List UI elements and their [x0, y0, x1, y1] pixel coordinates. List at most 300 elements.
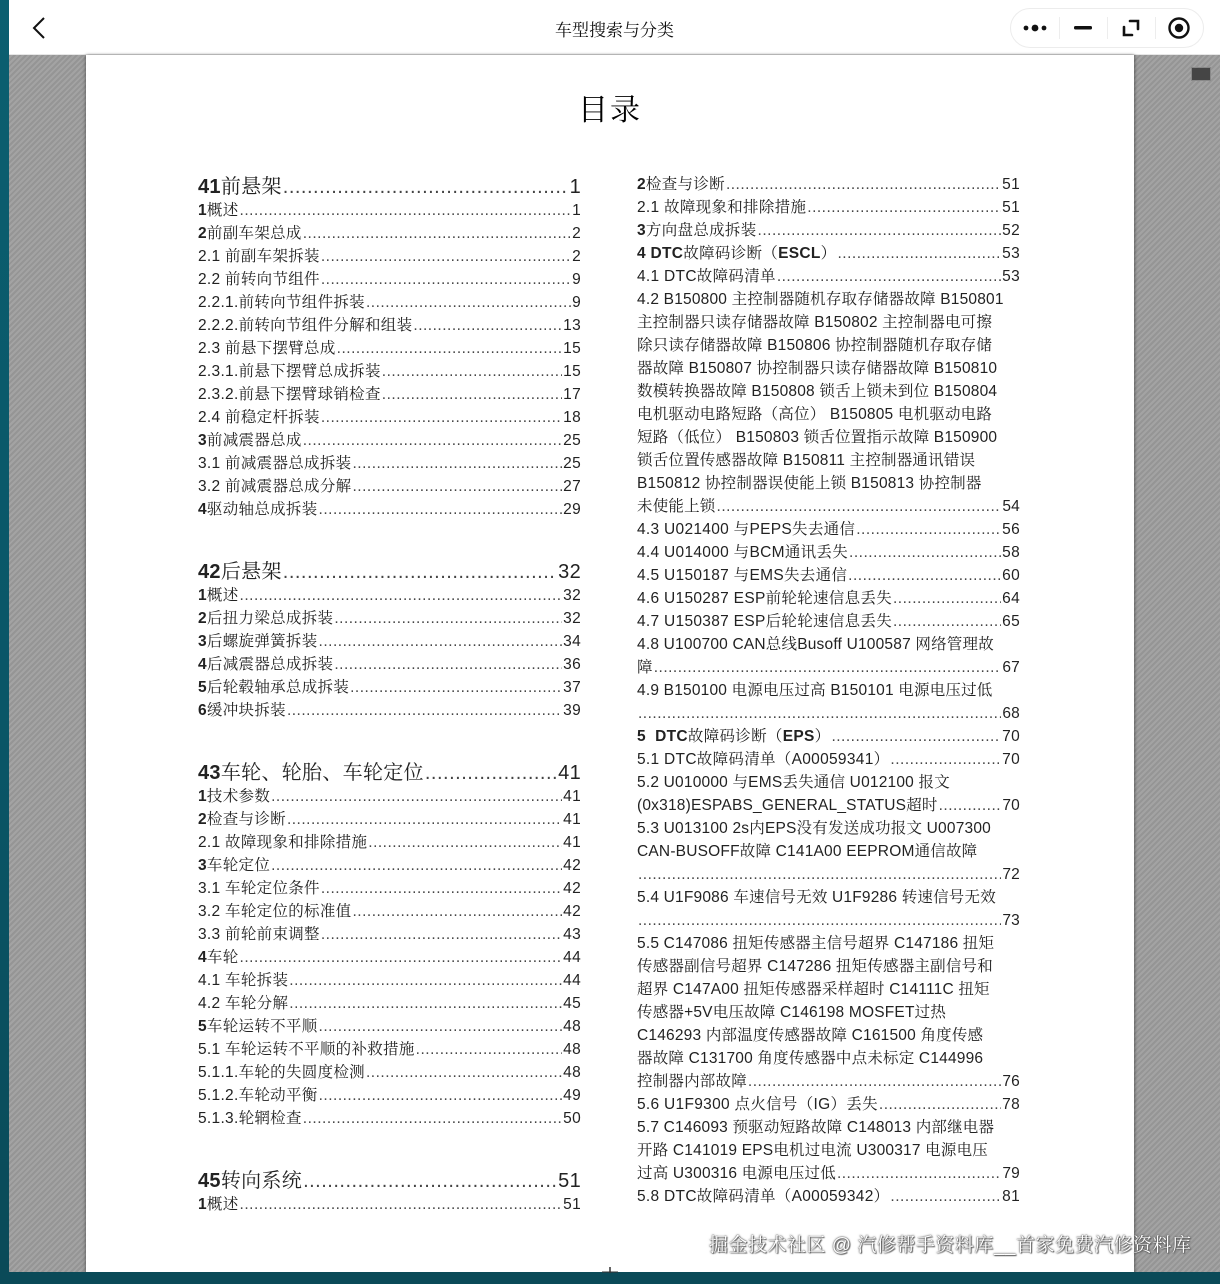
- close-button[interactable]: [1155, 9, 1203, 47]
- dot-leader: [638, 702, 1001, 725]
- toc-entry[interactable]: [637, 219, 1020, 242]
- dot-leader: [321, 406, 562, 429]
- toc-page-number: 37: [563, 679, 581, 696]
- toc-entry-number: 1: [198, 1196, 207, 1213]
- toc-entry[interactable]: [198, 900, 581, 923]
- toc-page-number: 53: [1002, 245, 1020, 262]
- toc-page-number: 51: [563, 1196, 581, 1213]
- toc-entry-text-line: B150812 协控制器误使能上锁 B150813 协控制器: [637, 475, 982, 492]
- toc-entry-text: 2.3.1.前悬下摆臂总成拆装: [198, 363, 381, 380]
- toc-entry-tail: [637, 495, 1020, 518]
- toc-entry[interactable]: [198, 360, 581, 383]
- toc-entry[interactable]: [637, 242, 1020, 265]
- toc-entry[interactable]: [198, 630, 581, 653]
- toc-page-number: 41: [558, 762, 581, 784]
- toc-page-number: 73: [1002, 912, 1020, 929]
- toc-page-number: 48: [563, 1041, 581, 1058]
- toc-entry[interactable]: [198, 1107, 581, 1130]
- toc-chapter[interactable]: [198, 759, 581, 787]
- dot-leader: [240, 1193, 563, 1216]
- toc-entry[interactable]: [637, 610, 1020, 633]
- toc-entry-text: 前副车架总成: [206, 225, 302, 242]
- toc-entry-text-line: 主控制器只读存储器故障 B150802 主控制器电可擦: [637, 314, 993, 331]
- dot-leader: [319, 498, 563, 521]
- toc-page-number: 50: [563, 1110, 581, 1127]
- toc-entry-number: 43: [198, 762, 221, 784]
- toc-entry-text: 2.2.2.前转向节组件分解和组装: [198, 317, 413, 334]
- dot-leader: [837, 242, 1001, 265]
- toc-entry[interactable]: [198, 1038, 581, 1061]
- dot-leader: [831, 725, 1001, 748]
- toc-entry-number: 2: [637, 176, 646, 193]
- dot-leader: [416, 1038, 563, 1061]
- toc-entry-text: 3.3 前轮前束调整: [198, 926, 320, 943]
- toc-page-number: 32: [563, 610, 581, 627]
- toc-entry-text: 2.1 故障现象和排除措施: [637, 199, 807, 216]
- restore-button[interactable]: [1107, 9, 1155, 47]
- toc-entry[interactable]: [198, 475, 581, 498]
- toc-entry-text-line: 4.9 B150100 电源电压过高 B150101 电源电压过低: [637, 682, 993, 699]
- dot-leader: [303, 1167, 557, 1195]
- dot-leader: [271, 854, 562, 877]
- toc-entry[interactable]: [198, 498, 581, 521]
- toc-entry-text-line: 5.7 C146093 预驱动短路故障 C148013 内部继电器: [637, 1119, 995, 1136]
- minimize-icon: [1073, 25, 1093, 31]
- toc-entry-number: 42: [198, 561, 221, 583]
- dot-leader: [890, 1185, 1001, 1208]
- toc-entry-number: 4: [198, 949, 207, 966]
- toc-entry-text: 车轮: [206, 949, 239, 966]
- record-target-icon: [1167, 16, 1191, 40]
- toc-entry[interactable]: [198, 1084, 581, 1107]
- toc-page-number: 68: [1002, 705, 1020, 722]
- toc-page-number: 70: [1002, 751, 1020, 768]
- page-marker-icon: [598, 1267, 622, 1273]
- toc-entry[interactable]: [637, 1116, 1020, 1185]
- toc-page-number: 2: [572, 248, 581, 265]
- dot-leader: [319, 1015, 563, 1038]
- toc-entry[interactable]: [198, 1193, 581, 1216]
- toc-entry-text: 概述: [206, 1196, 239, 1213]
- toc-entry-tail: [637, 863, 1020, 886]
- toc-entry[interactable]: [198, 268, 581, 291]
- toc-page-number: 52: [1002, 222, 1020, 239]
- dot-leader: [638, 863, 1001, 886]
- dot-leader: [879, 1093, 1001, 1116]
- toc-entry[interactable]: [198, 222, 581, 245]
- toc-entry[interactable]: [198, 452, 581, 475]
- toc-entry-text-line: 锁舌位置传感器故障 B150811 主控制器通讯错误: [637, 452, 976, 469]
- toc-entry[interactable]: [198, 785, 581, 808]
- toc-entry-text-line: 4.2 B150800 主控制器随机存取存储器故障 B150801: [637, 291, 1004, 308]
- toc-page-number: 51: [1002, 176, 1020, 193]
- toc-entry[interactable]: [198, 854, 581, 877]
- toc-page-number: 25: [563, 455, 581, 472]
- toc-entry[interactable]: [198, 199, 581, 222]
- toc-page-number: 72: [1002, 866, 1020, 883]
- toc-entry[interactable]: [198, 877, 581, 900]
- toc-entry-text: 后减震器总成拆装: [206, 656, 334, 673]
- toc-entry-tail: [637, 1070, 1020, 1093]
- toc-entry-text: 检查与诊断: [645, 176, 725, 193]
- toc-page-number: 32: [558, 561, 581, 583]
- toc-page-number: 41: [563, 788, 581, 805]
- scrollbar-thumb[interactable]: [1191, 67, 1211, 81]
- dot-leader: [366, 291, 571, 314]
- toc-entry[interactable]: [637, 265, 1020, 288]
- toc-entry[interactable]: [637, 518, 1020, 541]
- toc-page-number: 48: [563, 1064, 581, 1081]
- dot-leader: [319, 630, 563, 653]
- toc-page-number: 53: [1002, 268, 1020, 285]
- toc-page-number: 65: [1002, 613, 1020, 630]
- toc-page-number: 70: [1002, 728, 1020, 745]
- toc-entry-text-line: 短路（低位） B150803 锁舌位置指示故障 B150900: [637, 429, 998, 446]
- dot-leader: [726, 173, 1001, 196]
- toc-entry-text: 3.1 车轮定位条件: [198, 880, 320, 897]
- toc-left-column: [198, 173, 581, 1216]
- toc-entry-text: (0x318)ESPABS_GENERAL_STATUS超时: [637, 797, 938, 814]
- toc-entry-number: 6: [198, 702, 207, 719]
- toc-entry-text: 转向系统: [220, 1170, 303, 1192]
- dot-leader: [413, 314, 562, 337]
- dot-leader: [893, 610, 1001, 633]
- toc-page-number: 51: [558, 1170, 581, 1192]
- dot-leader: [748, 1070, 1001, 1093]
- dot-leader: [848, 564, 1001, 587]
- dot-leader: [849, 541, 1001, 564]
- toc-entry[interactable]: [637, 173, 1020, 196]
- toc-entry[interactable]: [637, 932, 1020, 1093]
- dot-leader: [240, 584, 563, 607]
- toc-entry[interactable]: [637, 725, 1020, 748]
- toc-entry-text-line: 5.3 U013100 2s内EPS没有发送成功报文 U007300: [637, 820, 991, 837]
- toc-entry-text-line: CAN-BUSOFF故障 C141A00 EEPROM通信故障: [637, 843, 978, 860]
- toc-entry-suffix: ）: [820, 245, 837, 262]
- toc-entry[interactable]: [637, 679, 1020, 725]
- dot-leader: [777, 265, 1001, 288]
- mini-program-capsule: [1010, 8, 1204, 48]
- toc-page-number: 49: [563, 1087, 581, 1104]
- dot-leader: [321, 923, 562, 946]
- toc-entry[interactable]: [198, 291, 581, 314]
- toc-entry-text: 过高 U300316 电源电压过低: [637, 1165, 836, 1182]
- dot-leader: [366, 1061, 562, 1084]
- toc-entry-text-line: 器故障 C131700 角度传感器中点未标定 C144996: [637, 1050, 984, 1067]
- toc-entry-text: 2.1 故障现象和排除措施: [198, 834, 368, 851]
- toc-entry-text-line: 超界 C147A00 扭矩传感器采样超时 C14111C 扭矩: [637, 981, 990, 998]
- dot-leader: [283, 558, 557, 586]
- toc-page-number: 43: [563, 926, 581, 943]
- dot-leader: [271, 785, 562, 808]
- toc-entry[interactable]: [198, 831, 581, 854]
- toc-entry-number: 5: [198, 1018, 207, 1035]
- dot-leader: [352, 900, 562, 923]
- dot-leader: [382, 383, 562, 406]
- toc-entry-text: 5.1.3.轮辋检查: [198, 1110, 302, 1127]
- dot-leader: [368, 831, 562, 854]
- toc-entry-text: 后扭力梁总成拆装: [206, 610, 334, 627]
- toc-entry-number: 4 DTC: [637, 245, 684, 262]
- toc-entry-text: 4.6 U150287 ESP前轮轮速信息丢失: [637, 590, 892, 607]
- dot-leader: [717, 495, 1002, 518]
- dot-leader: [807, 196, 1001, 219]
- dot-leader: [638, 909, 1001, 932]
- toc-page-number: 41: [563, 834, 581, 851]
- toc-entry[interactable]: [637, 1185, 1020, 1208]
- toc-entry-text-line: 5.5 C147086 扭矩传感器主信号超界 C147186 扭矩: [637, 935, 995, 952]
- toc-entry-number: 3: [198, 633, 207, 650]
- toc-page-number: 2: [572, 225, 581, 242]
- toc-entry-text: 5.8 DTC故障码清单（A00059342）: [637, 1188, 890, 1205]
- toc-entry-text: 2.3 前悬下摆臂总成: [198, 340, 336, 357]
- toc-entry-text: 2.2 前转向节组件: [198, 271, 320, 288]
- dot-leader: [939, 794, 1002, 817]
- toc-page-number: 48: [563, 1018, 581, 1035]
- toc-entry[interactable]: [198, 1061, 581, 1084]
- toc-entry-text: 前减震器总成: [206, 432, 302, 449]
- window-title: 车型搜索与分类: [555, 21, 674, 40]
- dot-leader: [352, 452, 562, 475]
- toc-entry-text: 技术参数: [206, 788, 271, 805]
- toc-chapter[interactable]: [198, 173, 581, 201]
- toc-entry-text: 3.2 车轮定位的标准值: [198, 903, 352, 920]
- toc-entry-text: 2.2.1.前转向节组件拆装: [198, 294, 365, 311]
- toc-entry-text: 4.3 U021400 与PEPS失去通信: [637, 521, 856, 538]
- toc-page-number: 17: [563, 386, 581, 403]
- title-bar: [9, 0, 1220, 55]
- dot-leader: [303, 222, 571, 245]
- toc-entry[interactable]: [198, 337, 581, 360]
- toc-page-number: 44: [563, 949, 581, 966]
- toc-entry[interactable]: [198, 429, 581, 452]
- toc-entry-text-line: 器故障 B150807 协控制器只读存储器故障 B150810: [637, 360, 998, 377]
- toc-entry[interactable]: [198, 992, 581, 1015]
- toc-page-number: 78: [1002, 1096, 1020, 1113]
- toc-entry-text-line: 5.4 U1F9086 车速信号无效 U1F9286 转速信号无效: [637, 889, 996, 906]
- toc-entry-text: 5.6 U1F9300 点火信号（IG）丢失: [637, 1096, 878, 1113]
- toc-page-number: 67: [1002, 659, 1020, 676]
- toc-entry-number: 41: [198, 176, 221, 198]
- toc-entry-number: 45: [198, 1170, 221, 1192]
- toc-entry[interactable]: [198, 314, 581, 337]
- toc-entry[interactable]: [637, 886, 1020, 932]
- toc-page-number: 15: [563, 340, 581, 357]
- toc-entry-text: 检查与诊断: [206, 811, 286, 828]
- toc-page-number: 34: [563, 633, 581, 650]
- toc-entry-text: 5.1 DTC故障码清单（A00059341）: [637, 751, 890, 768]
- watermark-text: 掘金技术社区 @ 汽修帮手资料库__首家免费汽修资料库: [709, 1235, 1192, 1256]
- toc-entry-text: 4.7 U150387 ESP后轮轮速信息丢失: [637, 613, 892, 630]
- toc-entry-text: 2.4 前稳定杆拆装: [198, 409, 320, 426]
- toc-entry-text: 后螺旋弹簧拆装: [206, 633, 318, 650]
- toc-entry-number: 5 DTC: [637, 728, 688, 745]
- toc-entry[interactable]: [198, 607, 581, 630]
- toc-entry-text: 4.2 车轮分解: [198, 995, 289, 1012]
- toc-entry[interactable]: [637, 196, 1020, 219]
- toc-entry[interactable]: [198, 245, 581, 268]
- dot-leader: [425, 759, 557, 787]
- toc-entry-text-line: 5.2 U010000 与EMS丢失通信 U012100 报文: [637, 774, 950, 791]
- toc-page-number: 9: [572, 294, 581, 311]
- toc-entry[interactable]: [198, 383, 581, 406]
- toc-page-number: 60: [1002, 567, 1020, 584]
- toc-entry-text: 概述: [206, 587, 239, 604]
- dot-leader: [319, 1084, 563, 1107]
- toc-entry-number: 1: [198, 587, 207, 604]
- toc-entry-text: 车轮、轮胎、车轮定位: [220, 762, 424, 784]
- toc-page-number: 15: [563, 363, 581, 380]
- minimize-button[interactable]: [1059, 9, 1107, 47]
- toc-entry-text: 障: [637, 659, 653, 676]
- toc-entry[interactable]: [198, 923, 581, 946]
- dot-leader: [289, 992, 562, 1015]
- toc-entry[interactable]: [198, 676, 581, 699]
- toc-entry-text: 车轮定位: [206, 857, 271, 874]
- toc-entry-tail: [637, 794, 1020, 817]
- toc-entry[interactable]: [637, 748, 1020, 771]
- dot-leader: [382, 360, 562, 383]
- toc-title: 目录: [578, 94, 642, 127]
- dot-leader: [856, 518, 1001, 541]
- dot-leader: [240, 946, 563, 969]
- toc-entry-text-line: C146293 内部温度传感器故障 C161500 角度传感: [637, 1027, 984, 1044]
- toc-right-column: [637, 173, 1020, 1208]
- toc-entry[interactable]: [637, 817, 1020, 886]
- toc-entry-text-line: 4.8 U100700 CAN总线Busoff U100587 网络管理故: [637, 636, 994, 653]
- toc-entry[interactable]: [198, 584, 581, 607]
- toc-page-number: 42: [563, 880, 581, 897]
- toc-entry-text: 5.1.2.车轮动平衡: [198, 1087, 318, 1104]
- document-page: [86, 55, 1134, 1272]
- toc-entry-text: 3.2 前减震器总成分解: [198, 478, 352, 495]
- toc-entry-text: 后轮毂轴承总成拆装: [206, 679, 350, 696]
- dot-leader: [337, 337, 563, 360]
- toc-entry-number: 4: [198, 656, 207, 673]
- toc-entry[interactable]: [637, 564, 1020, 587]
- toc-entry-text: 2.1 前副车架拆装: [198, 248, 320, 265]
- toc-entry-text: 故障码诊断（: [683, 245, 779, 262]
- toc-entry[interactable]: [637, 1093, 1020, 1116]
- toc-page-number: 13: [563, 317, 581, 334]
- toc-page-number: 29: [563, 501, 581, 518]
- toc-page-number: 56: [1002, 521, 1020, 538]
- toc-entry-tail: [637, 656, 1020, 679]
- toc-entry-text: 4.1 DTC故障码清单: [637, 268, 776, 285]
- toc-entry-text: 4.1 车轮拆装: [198, 972, 289, 989]
- toc-entry[interactable]: [198, 653, 581, 676]
- toc-page-number: 76: [1002, 1073, 1020, 1090]
- restore-window-icon: [1122, 19, 1140, 37]
- toc-entry-tail: [637, 1162, 1020, 1185]
- dot-leader: [289, 969, 562, 992]
- toc-page-number: 36: [563, 656, 581, 673]
- toc-entry-suffix: ）: [814, 728, 831, 745]
- toc-entry[interactable]: [637, 633, 1020, 679]
- toc-entry-number: 3: [637, 222, 646, 239]
- toc-entry[interactable]: [637, 587, 1020, 610]
- toc-entry[interactable]: [637, 771, 1020, 817]
- toc-entry-text-line: 传感器+5V电压故障 C146198 MOSFET过热: [637, 1004, 947, 1021]
- toc-entry-text: 驱动轴总成拆装: [206, 501, 318, 518]
- toc-page-number: 70: [1002, 797, 1020, 814]
- toc-entry[interactable]: [198, 969, 581, 992]
- toc-entry-number: 1: [198, 202, 207, 219]
- more-button[interactable]: [1011, 9, 1059, 47]
- toc-entry-text: 控制器内部故障: [637, 1073, 747, 1090]
- toc-entry-text-line: 开路 C141019 EPS电机过电流 U300317 电源电压: [637, 1142, 988, 1159]
- dot-leader: [352, 475, 562, 498]
- toc-entry-text: 概述: [206, 202, 239, 219]
- dot-leader: [321, 245, 571, 268]
- dot-leader: [283, 173, 569, 201]
- toc-page-number: 41: [563, 811, 581, 828]
- toc-page-number: 25: [563, 432, 581, 449]
- dot-leader: [890, 748, 1001, 771]
- toc-entry[interactable]: [198, 1015, 581, 1038]
- more-dots-icon: [1022, 23, 1048, 33]
- toc-page-number: 42: [563, 857, 581, 874]
- dot-leader: [334, 607, 562, 630]
- toc-entry[interactable]: [198, 808, 581, 831]
- app-window: [9, 0, 1220, 1272]
- toc-page-number: 39: [563, 702, 581, 719]
- toc-entry[interactable]: [637, 541, 1020, 564]
- dot-leader: [350, 676, 562, 699]
- toc-entry-number: 1: [198, 788, 207, 805]
- toc-entry[interactable]: [198, 699, 581, 722]
- toc-page-number: 44: [563, 972, 581, 989]
- dot-leader: [303, 1107, 562, 1130]
- dot-leader: [893, 587, 1001, 610]
- toc-entry-text: 故障码诊断（: [687, 728, 783, 745]
- dot-leader: [758, 219, 1002, 242]
- toc-page-number: 42: [563, 903, 581, 920]
- toc-chapter[interactable]: [198, 1167, 581, 1195]
- toc-entry[interactable]: [198, 946, 581, 969]
- toc-entry-number: 3: [198, 432, 207, 449]
- toc-entry-tail: [637, 702, 1020, 725]
- toc-page-number: 18: [563, 409, 581, 426]
- toc-entry-code: ESCL: [778, 245, 821, 262]
- toc-page-number: 58: [1002, 544, 1020, 561]
- toc-entry[interactable]: [198, 406, 581, 429]
- dot-leader: [287, 699, 562, 722]
- dot-leader: [334, 653, 562, 676]
- toc-page-number: 1: [572, 202, 581, 219]
- toc-entry-tail: [637, 909, 1020, 932]
- dot-leader: [321, 877, 562, 900]
- toc-entry[interactable]: [637, 288, 1020, 518]
- toc-page-number: 27: [563, 478, 581, 495]
- toc-chapter[interactable]: [198, 558, 581, 586]
- toc-entry-number: 3: [198, 857, 207, 874]
- toc-entry-text-line: 传感器副信号超界 C147286 扭矩传感器主副信号和: [637, 958, 993, 975]
- toc-page-number: 45: [563, 995, 581, 1012]
- toc-entry-text: 方向盘总成拆装: [645, 222, 757, 239]
- toc-entry-text: 缓冲块拆装: [206, 702, 286, 719]
- toc-entry-text: 前悬架: [220, 176, 282, 198]
- toc-entry-number: 2: [198, 610, 207, 627]
- toc-entry-number: 5: [198, 679, 207, 696]
- toc-page-number: 54: [1002, 498, 1020, 515]
- toc-page-number: 64: [1002, 590, 1020, 607]
- dot-leader: [837, 1162, 1001, 1185]
- toc-page-number: 32: [563, 587, 581, 604]
- toc-entry-text: 车轮运转不平顺: [206, 1018, 318, 1035]
- toc-entry-text: 3.1 前减震器总成拆装: [198, 455, 352, 472]
- toc-page-number: 1: [569, 176, 581, 198]
